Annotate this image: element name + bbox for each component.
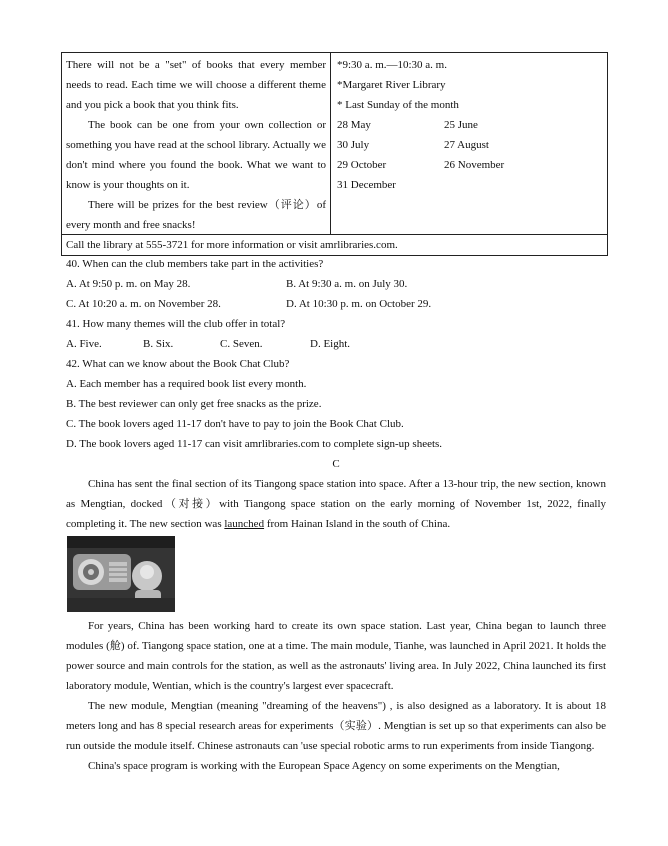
- question-41-option-b: B. Six.: [143, 338, 174, 350]
- passage-c-p1-text: China has sent the final section of its Tiangong space station into space. After a 13-hour trip, the new section, known as Mengtian, docked（对接）with Tiangong space station on the early morning of November 1st, 2022, finally completing it. The new section was: [66, 478, 606, 530]
- question-42-option-b: B. The best reviewer can only get free snacks as the prize.: [66, 398, 322, 410]
- passage-c-paragraph-2: For years, China has been working hard to create its own space station. Last year, China began to launch three modules (舱) of. Tiangong space station, one at a time. The main module, Tianhe, was launched in April 2021. It holds the power source and main controls for the station, as well as the astronauts' living area. In July 2022, China launched its first laboratory module, Wentian, which is the country's largest ever spacecraft.: [66, 620, 606, 692]
- passage-c-underlined-word: launched: [224, 518, 265, 530]
- notice-rules-paragraph-1: There will not be a "set" of books that every member needs to read. Each time we will choose a different theme and you pick a book that you think fits.: [66, 59, 326, 111]
- question-42-option-d: D. The book lovers aged 11-17 can visit amrlibraries.com to complete sign-up sheets.: [66, 438, 443, 450]
- book-club-notice-table: [61, 52, 608, 256]
- space-station-photo-image: [67, 536, 175, 612]
- meeting-date: 27 August: [444, 139, 489, 151]
- notice-rules-paragraph-2: The book can be one from your own collection or something you have read at the school library. Actually we don't mind where you found the book. What we want to know is your thoughts on it.: [66, 119, 326, 191]
- space-station-photo: [67, 536, 175, 612]
- question-42-stem: 42. What can we know about the Book Chat Club?: [66, 358, 290, 370]
- question-40-option-b: B. At 9:30 a. m. on July 30.: [286, 278, 408, 290]
- passage-c-letter: C: [332, 458, 340, 470]
- passage-c-paragraph-4: China's space program is working with the European Space Agency on some experiments on the Mengtian,: [88, 760, 560, 772]
- meeting-dates-list: [337, 115, 602, 195]
- question-41-option-d: D. Eight.: [310, 338, 351, 350]
- meeting-date: 26 November: [444, 159, 505, 171]
- passage-c-body: [66, 616, 606, 776]
- notice-rules-paragraph-3: There will be prizes for the best review（评论）of every month and free snacks!: [66, 199, 326, 231]
- question-42-option-c: C. The book lovers aged 11-17 don't have to pay to join the Book Chat Club.: [66, 418, 404, 430]
- question-40-option-a: A. At 9:50 p. m. on May 28.: [66, 278, 191, 290]
- passage-c-paragraph-1: [66, 474, 606, 534]
- meeting-date: 25 June: [444, 119, 478, 131]
- question-41-option-c: C. Seven.: [220, 338, 263, 350]
- question-41-options: [66, 334, 606, 354]
- meeting-date: 29 October: [337, 159, 387, 171]
- question-40-stem: 40. When can the club members take part in the activities?: [66, 258, 324, 270]
- notice-table-top-row: [62, 53, 607, 235]
- meeting-date: 28 May: [337, 119, 371, 131]
- question-40-options-row-1: [66, 274, 606, 294]
- question-41-stem: 41. How many themes will the club offer in total?: [66, 318, 286, 330]
- meeting-place: *Margaret River Library: [337, 79, 446, 91]
- meeting-time: *9:30 a. m.—10:30 a. m.: [337, 59, 447, 71]
- meeting-date: 31 December: [337, 179, 396, 191]
- question-40-options-row-2: [66, 294, 606, 314]
- passage-c-paragraph-3: The new module, Mengtian (meaning "dreaming of the heavens") , is also designed as a laboratory. It is about 18 meters long and has 8 special research areas for experiments（实验）. Mengtian is set up so that experiments can also be run outside the module itself. Chinese astronauts can 'use special robotic arms to run experiments from inside Tiangong.: [66, 700, 606, 752]
- meeting-date: 30 July: [337, 139, 370, 151]
- question-40-option-c: C. At 10:20 a. m. on November 28.: [66, 298, 221, 310]
- question-41-option-a: A. Five.: [66, 338, 102, 350]
- questions-section: [66, 254, 606, 534]
- notice-schedule-cell: [331, 53, 607, 234]
- notice-rules-cell: [62, 53, 331, 234]
- question-42-option-a: A. Each member has a required book list every month.: [66, 378, 307, 390]
- meeting-day: * Last Sunday of the month: [337, 99, 459, 111]
- passage-c-p1-tail: from Hainan Island in the south of China.: [264, 518, 451, 530]
- notice-footer: Call the library at 555-3721 for more information or visit amrlibraries.com.: [66, 239, 398, 251]
- question-40-option-d: D. At 10:30 p. m. on October 29.: [286, 298, 432, 310]
